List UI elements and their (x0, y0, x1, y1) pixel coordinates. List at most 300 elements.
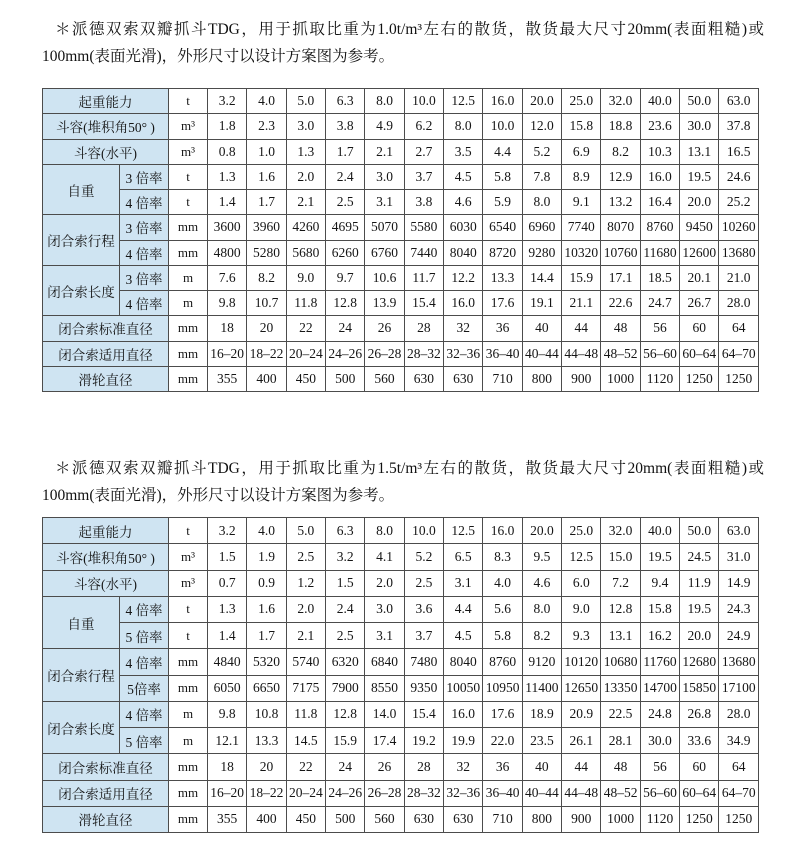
value-cell: 7.8 (522, 164, 561, 189)
value-cell: 24.8 (640, 701, 679, 727)
value-cell: 5.9 (483, 190, 522, 215)
value-cell: 4.4 (444, 596, 483, 622)
table-row (43, 265, 759, 290)
value-cell: 1250 (680, 806, 719, 832)
value-cell: 500 (326, 806, 365, 832)
row-sublabel: 5 倍率 (120, 623, 169, 649)
value-cell: 24.7 (640, 291, 679, 316)
value-cell: 6260 (326, 240, 365, 265)
value-cell: 9.8 (208, 701, 247, 727)
value-cell: 28.0 (719, 291, 759, 316)
value-cell: 7.2 (601, 570, 640, 596)
unit-cell: mm (169, 215, 208, 240)
unit-cell: t (169, 623, 208, 649)
value-cell: 2.1 (286, 190, 325, 215)
value-cell: 24.9 (719, 623, 759, 649)
value-cell: 10320 (562, 240, 601, 265)
unit-cell: m (169, 701, 208, 727)
value-cell: 36–40 (483, 341, 522, 366)
table-row (43, 701, 759, 727)
table-row (43, 544, 759, 570)
value-cell: 9450 (680, 215, 719, 240)
value-cell: 34.9 (719, 728, 759, 754)
value-cell: 3.2 (208, 89, 247, 114)
value-cell: 800 (522, 806, 561, 832)
row-sublabel: 4 倍率 (120, 701, 169, 727)
value-cell: 10.7 (247, 291, 286, 316)
value-cell: 3.1 (444, 570, 483, 596)
value-cell: 44–48 (562, 341, 601, 366)
value-cell: 17.4 (365, 728, 404, 754)
value-cell: 355 (208, 806, 247, 832)
value-cell: 22.0 (483, 728, 522, 754)
value-cell: 14.0 (365, 701, 404, 727)
unit-cell: mm (169, 316, 208, 341)
value-cell: 17.6 (483, 701, 522, 727)
value-cell: 40 (522, 754, 561, 780)
value-cell: 6.5 (444, 544, 483, 570)
row-label: 起重能力 (43, 518, 169, 544)
value-cell: 22.6 (601, 291, 640, 316)
value-cell: 7480 (404, 649, 443, 675)
value-cell: 2.4 (326, 164, 365, 189)
value-cell: 23.6 (640, 114, 679, 139)
table-row (43, 366, 759, 391)
value-cell: 18–22 (247, 341, 286, 366)
value-cell: 400 (247, 366, 286, 391)
value-cell: 16.4 (640, 190, 679, 215)
unit-cell: t (169, 164, 208, 189)
value-cell: 6050 (208, 675, 247, 701)
value-cell: 4.0 (247, 89, 286, 114)
value-cell: 10760 (601, 240, 640, 265)
value-cell: 15.8 (640, 596, 679, 622)
value-cell: 2.5 (404, 570, 443, 596)
value-cell: 14.4 (522, 265, 561, 290)
table-row (43, 518, 759, 544)
value-cell: 8.3 (483, 544, 522, 570)
value-cell: 710 (483, 806, 522, 832)
value-cell: 2.0 (286, 164, 325, 189)
value-cell: 8760 (483, 649, 522, 675)
value-cell: 60–64 (680, 341, 719, 366)
value-cell: 6.3 (326, 518, 365, 544)
value-cell: 9120 (522, 649, 561, 675)
row-sublabel: 3 倍率 (120, 164, 169, 189)
value-cell: 11760 (640, 649, 679, 675)
value-cell: 1.3 (286, 139, 325, 164)
unit-cell: mm (169, 341, 208, 366)
table-row (43, 316, 759, 341)
value-cell: 9.1 (562, 190, 601, 215)
table-row (43, 341, 759, 366)
value-cell: 630 (404, 806, 443, 832)
note-density-1.5: ＊派德双索双瓣抓斗TDG，用于抓取比重为1.5t/m³左右的散货，散货最大尺寸20mm(表面粗糙)或100mm(表面光滑)，外形尺寸以设计方案图为参考。 (42, 460, 764, 504)
value-cell: 12650 (562, 675, 601, 701)
value-cell: 24.3 (719, 596, 759, 622)
value-cell: 8720 (483, 240, 522, 265)
value-cell: 9.0 (286, 265, 325, 290)
value-cell: 13350 (601, 675, 640, 701)
table-row (43, 675, 759, 701)
value-cell: 60 (680, 754, 719, 780)
row-label: 闭合索适用直径 (43, 341, 169, 366)
row-label: 闭合索标准直径 (43, 316, 169, 341)
value-cell: 16.0 (483, 518, 522, 544)
value-cell: 16–20 (208, 780, 247, 806)
value-cell: 25.2 (719, 190, 759, 215)
value-cell: 2.7 (404, 139, 443, 164)
value-cell: 24.5 (680, 544, 719, 570)
table-row (43, 139, 759, 164)
row-group-label: 闭合索长度 (43, 701, 120, 754)
unit-cell: t (169, 190, 208, 215)
row-sublabel: 5 倍率 (120, 728, 169, 754)
value-cell: 630 (444, 366, 483, 391)
value-cell: 3600 (208, 215, 247, 240)
value-cell: 4.9 (365, 114, 404, 139)
value-cell: 5.8 (483, 164, 522, 189)
value-cell: 8.2 (601, 139, 640, 164)
value-cell: 24–26 (326, 341, 365, 366)
value-cell: 5320 (247, 649, 286, 675)
value-cell: 3960 (247, 215, 286, 240)
value-cell: 15.9 (326, 728, 365, 754)
value-cell: 8.0 (365, 89, 404, 114)
table-row (43, 291, 759, 316)
value-cell: 30.0 (640, 728, 679, 754)
row-label: 起重能力 (43, 89, 169, 114)
value-cell: 12.5 (444, 89, 483, 114)
value-cell: 28 (404, 316, 443, 341)
unit-cell: m³ (169, 139, 208, 164)
value-cell: 5740 (286, 649, 325, 675)
value-cell: 21.1 (562, 291, 601, 316)
value-cell: 630 (444, 806, 483, 832)
table-row (43, 780, 759, 806)
value-cell: 60–64 (680, 780, 719, 806)
value-cell: 40 (522, 316, 561, 341)
value-cell: 7.6 (208, 265, 247, 290)
value-cell: 1.0 (247, 139, 286, 164)
value-cell: 4.0 (483, 570, 522, 596)
value-cell: 5680 (286, 240, 325, 265)
value-cell: 20.0 (522, 89, 561, 114)
value-cell: 63.0 (719, 89, 759, 114)
value-cell: 24.6 (719, 164, 759, 189)
spec-table-density-1.0 (42, 88, 759, 392)
unit-cell: mm (169, 780, 208, 806)
value-cell: 20.1 (680, 265, 719, 290)
value-cell: 20.0 (680, 190, 719, 215)
value-cell: 900 (562, 366, 601, 391)
value-cell: 1.5 (208, 544, 247, 570)
row-group-label: 自重 (43, 164, 120, 215)
value-cell: 9.0 (562, 596, 601, 622)
spec-table-body (43, 518, 759, 833)
value-cell: 18.5 (640, 265, 679, 290)
row-label: 闭合索标准直径 (43, 754, 169, 780)
value-cell: 10.8 (247, 701, 286, 727)
value-cell: 450 (286, 366, 325, 391)
table-row (43, 596, 759, 622)
value-cell: 19.1 (522, 291, 561, 316)
value-cell: 0.7 (208, 570, 247, 596)
value-cell: 26.8 (680, 701, 719, 727)
value-cell: 8.0 (522, 596, 561, 622)
value-cell: 1.5 (326, 570, 365, 596)
value-cell: 7440 (404, 240, 443, 265)
value-cell: 630 (404, 366, 443, 391)
value-cell: 12.2 (444, 265, 483, 290)
value-cell: 16.0 (444, 701, 483, 727)
row-sublabel: 4 倍率 (120, 291, 169, 316)
value-cell: 8070 (601, 215, 640, 240)
value-cell: 48 (601, 316, 640, 341)
value-cell: 8.2 (522, 623, 561, 649)
value-cell: 50.0 (680, 89, 719, 114)
value-cell: 16.2 (640, 623, 679, 649)
value-cell: 710 (483, 366, 522, 391)
value-cell: 9350 (404, 675, 443, 701)
value-cell: 6960 (522, 215, 561, 240)
value-cell: 15850 (680, 675, 719, 701)
value-cell: 7175 (286, 675, 325, 701)
value-cell: 9.3 (562, 623, 601, 649)
value-cell: 19.5 (680, 164, 719, 189)
value-cell: 3.0 (365, 596, 404, 622)
value-cell: 1.7 (247, 623, 286, 649)
value-cell: 3.0 (365, 164, 404, 189)
value-cell: 20.0 (522, 518, 561, 544)
value-cell: 1250 (719, 366, 759, 391)
row-group-label: 闭合索行程 (43, 649, 120, 702)
value-cell: 11.8 (286, 701, 325, 727)
value-cell: 28–32 (404, 341, 443, 366)
value-cell: 2.0 (286, 596, 325, 622)
value-cell: 4.0 (247, 518, 286, 544)
unit-cell: m (169, 291, 208, 316)
value-cell: 6540 (483, 215, 522, 240)
value-cell: 19.9 (444, 728, 483, 754)
value-cell: 28 (404, 754, 443, 780)
value-cell: 19.5 (680, 596, 719, 622)
value-cell: 13.2 (601, 190, 640, 215)
value-cell: 25.0 (562, 89, 601, 114)
value-cell: 13.3 (247, 728, 286, 754)
table-row (43, 570, 759, 596)
row-sublabel: 4 倍率 (120, 649, 169, 675)
value-cell: 15.4 (404, 701, 443, 727)
value-cell: 900 (562, 806, 601, 832)
value-cell: 1.2 (286, 570, 325, 596)
unit-cell: m (169, 728, 208, 754)
value-cell: 3.0 (286, 114, 325, 139)
value-cell: 60 (680, 316, 719, 341)
value-cell: 63.0 (719, 518, 759, 544)
value-cell: 32–36 (444, 780, 483, 806)
value-cell: 1250 (719, 806, 759, 832)
value-cell: 12680 (680, 649, 719, 675)
value-cell: 4.5 (444, 164, 483, 189)
value-cell: 9.5 (522, 544, 561, 570)
value-cell: 2.3 (247, 114, 286, 139)
value-cell: 1.7 (247, 190, 286, 215)
value-cell: 3.2 (208, 518, 247, 544)
value-cell: 4.6 (522, 570, 561, 596)
value-cell: 1.3 (208, 164, 247, 189)
value-cell: 0.8 (208, 139, 247, 164)
unit-cell: mm (169, 240, 208, 265)
value-cell: 23.5 (522, 728, 561, 754)
value-cell: 8550 (365, 675, 404, 701)
value-cell: 2.5 (286, 544, 325, 570)
value-cell: 1.4 (208, 190, 247, 215)
value-cell: 4.4 (483, 139, 522, 164)
value-cell: 17100 (719, 675, 759, 701)
value-cell: 11.8 (286, 291, 325, 316)
table-row (43, 89, 759, 114)
row-sublabel: 3 倍率 (120, 215, 169, 240)
value-cell: 9.8 (208, 291, 247, 316)
table-row (43, 114, 759, 139)
value-cell: 8.2 (247, 265, 286, 290)
value-cell: 5.2 (522, 139, 561, 164)
value-cell: 32–36 (444, 341, 483, 366)
unit-cell: m (169, 265, 208, 290)
value-cell: 33.6 (680, 728, 719, 754)
value-cell: 12.8 (326, 701, 365, 727)
unit-cell: t (169, 89, 208, 114)
unit-cell: t (169, 518, 208, 544)
value-cell: 13.9 (365, 291, 404, 316)
value-cell: 4840 (208, 649, 247, 675)
value-cell: 28.1 (601, 728, 640, 754)
value-cell: 11.7 (404, 265, 443, 290)
value-cell: 13680 (719, 649, 759, 675)
value-cell: 6.3 (326, 89, 365, 114)
value-cell: 500 (326, 366, 365, 391)
value-cell: 30.0 (680, 114, 719, 139)
value-cell: 16.0 (640, 164, 679, 189)
value-cell: 7740 (562, 215, 601, 240)
value-cell: 26.1 (562, 728, 601, 754)
spec-table-density-1.5 (42, 517, 759, 833)
value-cell: 13.1 (680, 139, 719, 164)
value-cell: 9280 (522, 240, 561, 265)
value-cell: 20.9 (562, 701, 601, 727)
value-cell: 20–24 (286, 780, 325, 806)
value-cell: 20–24 (286, 341, 325, 366)
value-cell: 15.0 (601, 544, 640, 570)
value-cell: 6760 (365, 240, 404, 265)
value-cell: 22 (286, 754, 325, 780)
value-cell: 28.0 (719, 701, 759, 727)
value-cell: 6.2 (404, 114, 443, 139)
value-cell: 8.0 (444, 114, 483, 139)
value-cell: 9.7 (326, 265, 365, 290)
value-cell: 19.5 (640, 544, 679, 570)
value-cell: 10680 (601, 649, 640, 675)
value-cell: 10.0 (404, 518, 443, 544)
value-cell: 2.1 (286, 623, 325, 649)
row-label: 闭合索适用直径 (43, 780, 169, 806)
value-cell: 16.0 (444, 291, 483, 316)
table-row (43, 164, 759, 189)
note-density-1.0: ＊派德双索双瓣抓斗TDG，用于抓取比重为1.0t/m³左右的散货，散货最大尺寸20mm(表面粗糙)或100mm(表面光滑)，外形尺寸以设计方案图为参考。 (42, 21, 764, 65)
unit-cell: mm (169, 806, 208, 832)
value-cell: 12.8 (326, 291, 365, 316)
value-cell: 15.9 (562, 265, 601, 290)
value-cell: 16–20 (208, 341, 247, 366)
value-cell: 24 (326, 316, 365, 341)
value-cell: 1.8 (208, 114, 247, 139)
value-cell: 48–52 (601, 341, 640, 366)
value-cell: 2.5 (326, 623, 365, 649)
value-cell: 56 (640, 316, 679, 341)
value-cell: 16.0 (483, 89, 522, 114)
value-cell: 16.5 (719, 139, 759, 164)
value-cell: 44–48 (562, 780, 601, 806)
row-label: 斗容(堆积角50° ) (43, 544, 169, 570)
value-cell: 22 (286, 316, 325, 341)
value-cell: 32.0 (601, 518, 640, 544)
value-cell: 20 (247, 754, 286, 780)
row-group-label: 自重 (43, 596, 120, 649)
value-cell: 21.0 (719, 265, 759, 290)
unit-cell: mm (169, 675, 208, 701)
value-cell: 11400 (522, 675, 561, 701)
value-cell: 13680 (719, 240, 759, 265)
value-cell: 1.6 (247, 164, 286, 189)
row-label: 斗容(堆积角50° ) (43, 114, 169, 139)
value-cell: 10950 (483, 675, 522, 701)
table-row (43, 190, 759, 215)
value-cell: 1.3 (208, 596, 247, 622)
value-cell: 14.5 (286, 728, 325, 754)
value-cell: 20 (247, 316, 286, 341)
value-cell: 18.9 (522, 701, 561, 727)
value-cell: 400 (247, 806, 286, 832)
unit-cell: m³ (169, 544, 208, 570)
value-cell: 18 (208, 316, 247, 341)
value-cell: 15.8 (562, 114, 601, 139)
value-cell: 22.5 (601, 701, 640, 727)
value-cell: 8040 (444, 649, 483, 675)
value-cell: 1250 (680, 366, 719, 391)
value-cell: 11680 (640, 240, 679, 265)
row-label: 斗容(水平) (43, 139, 169, 164)
row-label: 滑轮直径 (43, 366, 169, 391)
value-cell: 24–26 (326, 780, 365, 806)
unit-cell: mm (169, 649, 208, 675)
spec-table-body (43, 89, 759, 392)
value-cell: 10.0 (404, 89, 443, 114)
table-row (43, 215, 759, 240)
value-cell: 40.0 (640, 89, 679, 114)
unit-cell: mm (169, 366, 208, 391)
value-cell: 17.6 (483, 291, 522, 316)
row-sublabel: 3 倍率 (120, 265, 169, 290)
value-cell: 31.0 (719, 544, 759, 570)
value-cell: 800 (522, 366, 561, 391)
value-cell: 6.0 (562, 570, 601, 596)
value-cell: 8.0 (365, 518, 404, 544)
value-cell: 56–60 (640, 780, 679, 806)
value-cell: 18.8 (601, 114, 640, 139)
value-cell: 50.0 (680, 518, 719, 544)
value-cell: 0.9 (247, 570, 286, 596)
